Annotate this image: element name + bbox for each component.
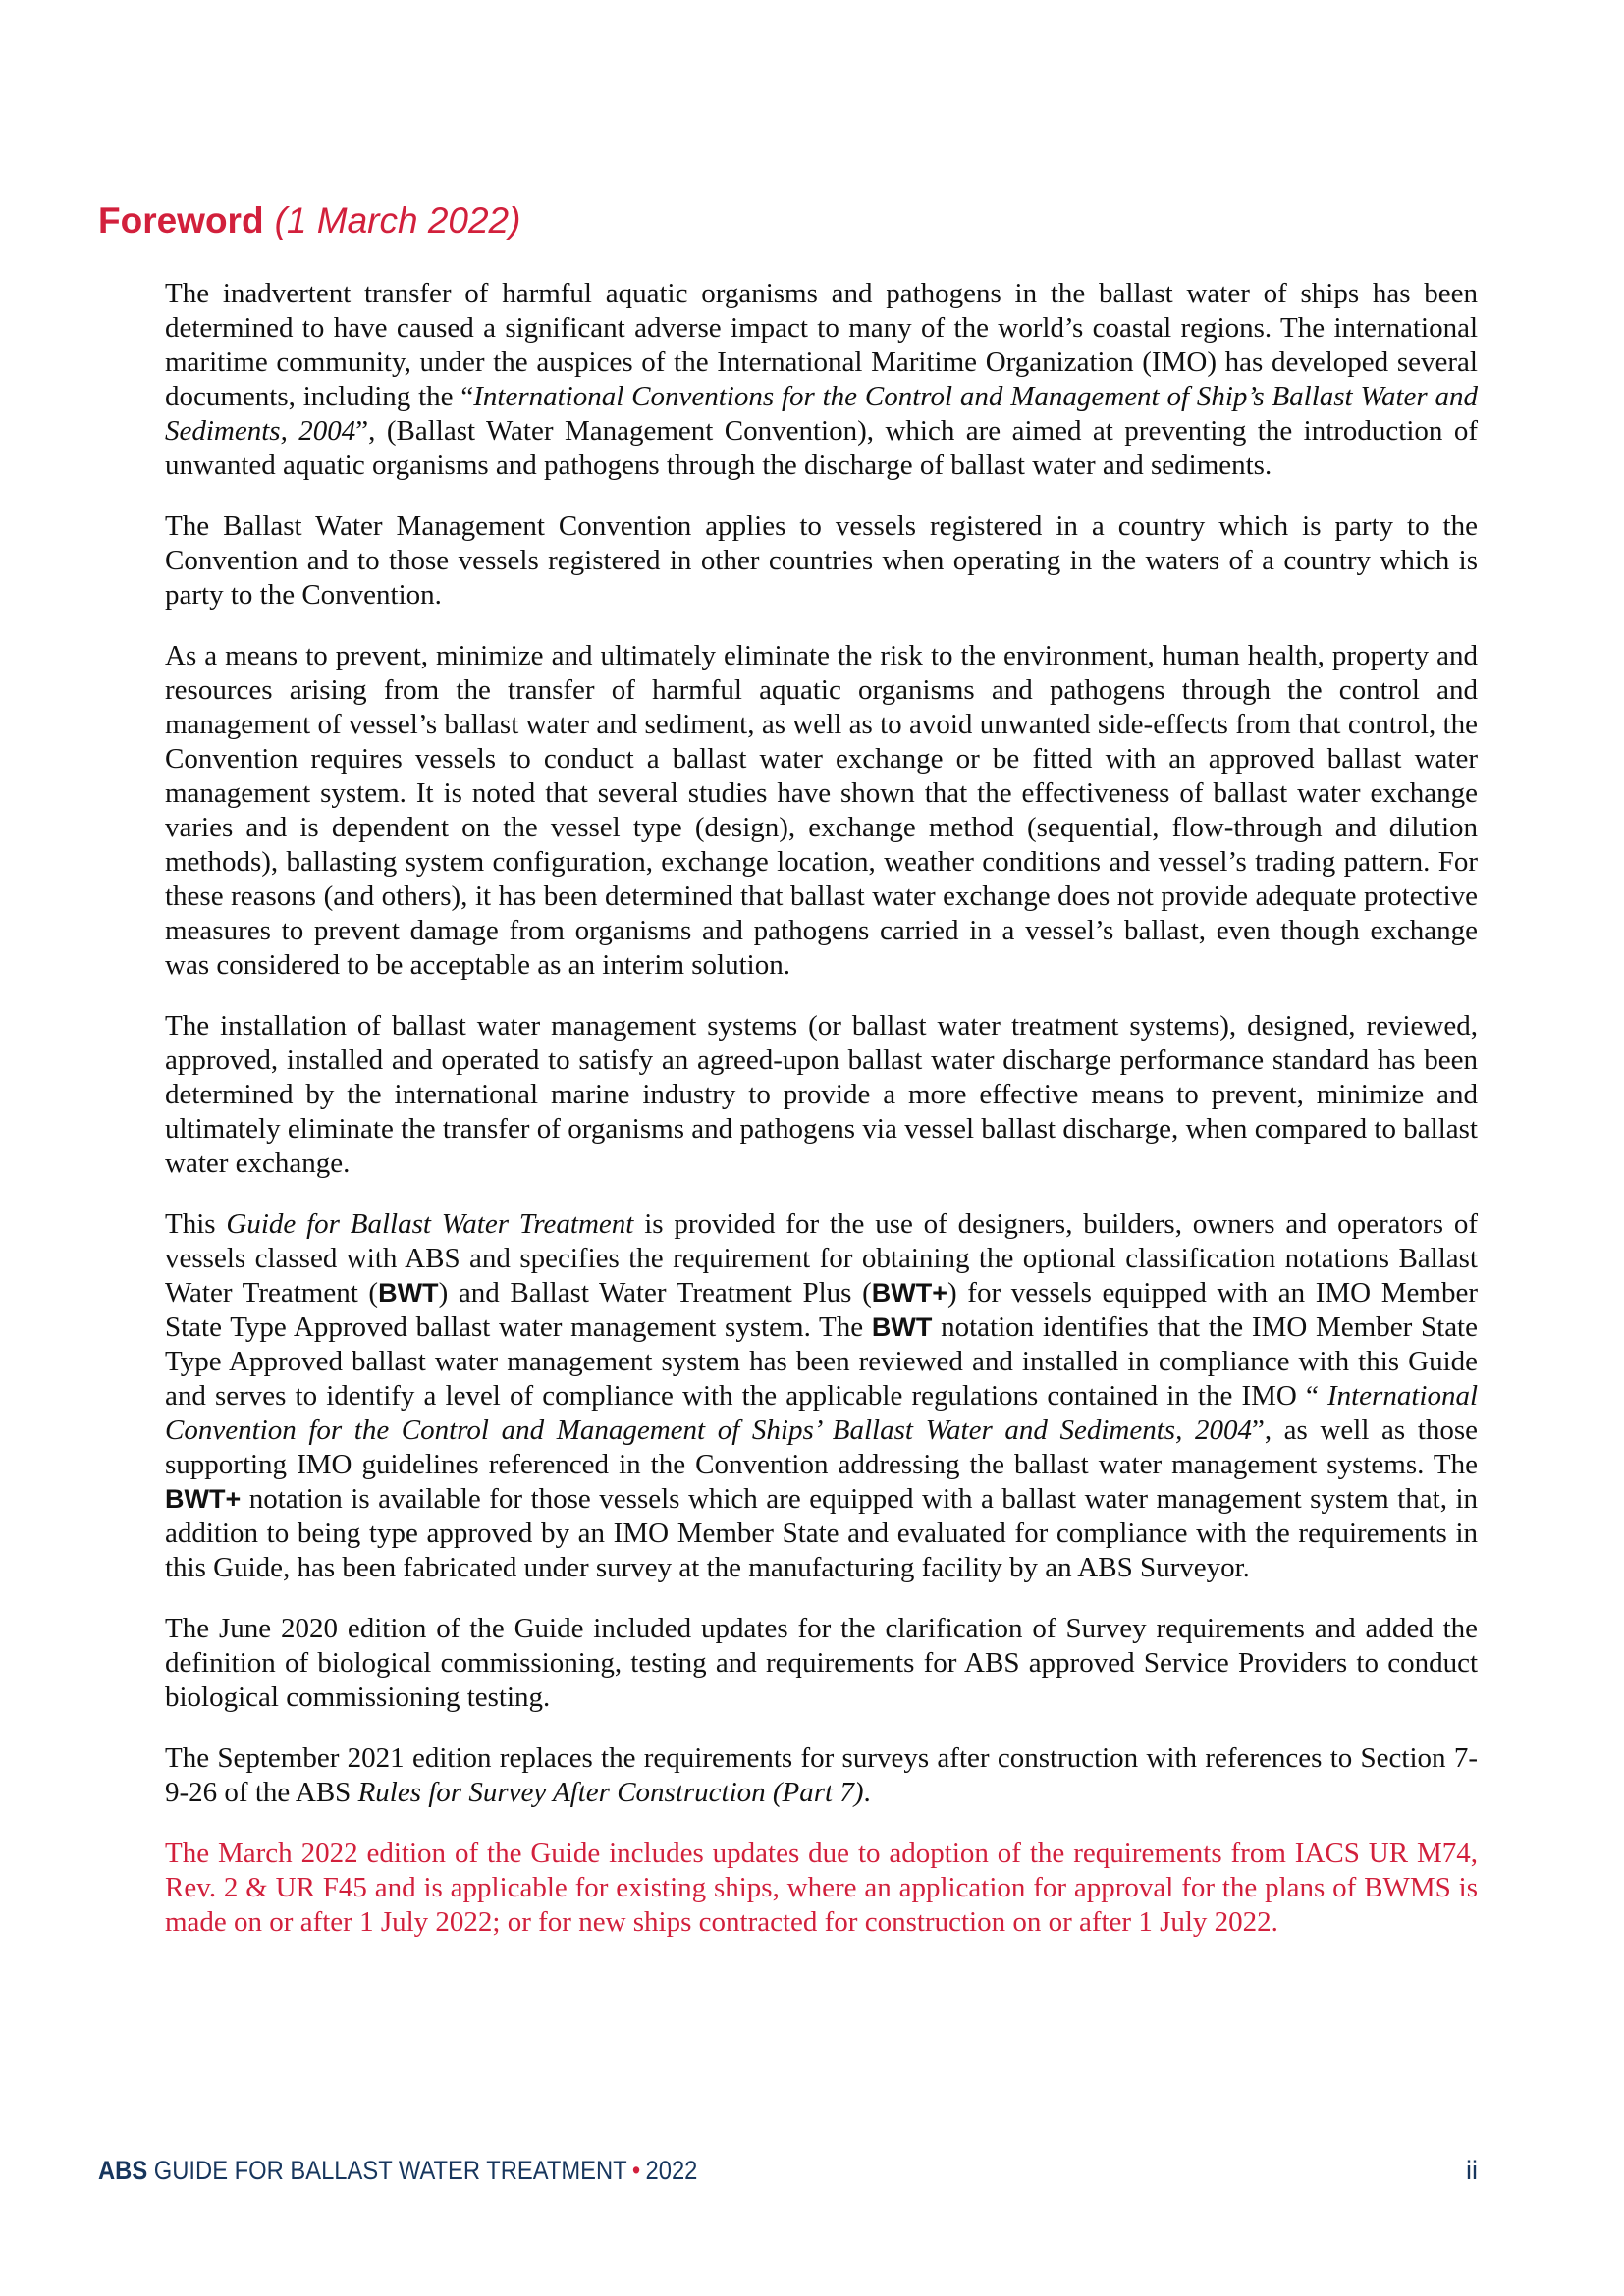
page-number: ii: [1466, 2156, 1478, 2185]
paragraph-text: The September 2021 edition replaces the requirements for surveys after construction with references to Section 7-9-26 of the ABS: [165, 1741, 1478, 1808]
notation-text: BWT+: [871, 1277, 947, 1308]
notation-text: BWT: [378, 1277, 439, 1308]
footer-document-title: [98, 2156, 697, 2186]
footer-brand: ABS: [98, 2156, 148, 2185]
paragraph-text: The inadvertent transfer of harmful aquatic organisms and pathogens in the ballast water of ships has been determined to have caused a significant adverse impact to many of the world’s coastal regions. The international maritime community, under the auspices of the International Maritime Organization (IMO) has developed several documents, including the “: [165, 277, 1478, 412]
italic-reference-text: International Convention for the Control and Management of Ships’ Ballast Water and Sediments, 2004: [165, 1379, 1478, 1446]
paragraph-text: .: [863, 1776, 871, 1808]
foreword-paragraph: [165, 1741, 1478, 1810]
italic-reference-text: Rules for Survey After Construction (Part 7): [357, 1776, 864, 1808]
footer-bullet-icon: •: [631, 2156, 641, 2185]
paragraph-text: The March 2022 edition of the Guide includes updates due to adoption of the requirements from IACS UR M74, Rev. 2 & UR F45 and is applicable for existing ships, where an application for approval for the plans of BWMS is made on or after 1 July 2022; or for new ships contracted for construction on or after 1 July 2022.: [165, 1837, 1478, 1938]
paragraph-text: ) and Ballast Water Treatment Plus (: [438, 1276, 872, 1308]
paragraph-text: ”, as well as those supporting IMO guidelines referenced in the Convention addressing the ballast water management systems. The: [165, 1414, 1478, 1480]
paragraph-text: The June 2020 edition of the Guide included updates for the clarification of Survey requirements and added the definition of biological commissioning, testing and requirements for ABS approved Service Providers to conduct biological commissioning testing.: [165, 1612, 1478, 1713]
foreword-paragraph: [165, 1009, 1478, 1181]
paragraph-text: is provided for the use of designers, builders, owners and operators of vessels classed with ABS and specifies the requirement for obtaining the optional classification notations Ballast Water Treatment (: [165, 1207, 1478, 1308]
notation-text: BWT+: [165, 1483, 242, 1514]
paragraph-text: ) for vessels equipped with an IMO Member State Type Approved ballast water management system. The: [165, 1276, 1478, 1343]
footer-year: 2022: [645, 2156, 698, 2185]
italic-reference-text: International Conventions for the Control and Management of Ship’s Ballast Water and Sediments, 2004: [165, 380, 1478, 447]
notation-text: BWT: [871, 1311, 933, 1342]
page-title-heading: Foreword: [98, 200, 264, 240]
foreword-paragraph: [165, 1207, 1478, 1585]
foreword-paragraph: [165, 277, 1478, 483]
paragraphs: [165, 277, 1478, 1940]
page-title-date: (1 March 2022): [274, 200, 521, 240]
foreword-paragraph: [165, 639, 1478, 983]
foreword-paragraph: [165, 1837, 1478, 1940]
paragraph-text: The Ballast Water Management Convention applies to vessels registered in a country which is party to the Convention and to those vessels registered in other countries when operating in the waters of a country which is party to the Convention.: [165, 509, 1478, 611]
foreword-paragraph: [165, 509, 1478, 613]
italic-reference-text: Guide for Ballast Water Treatment: [226, 1207, 634, 1240]
page-footer: [98, 2156, 1478, 2186]
footer-guide-title: GUIDE FOR BALLAST WATER TREATMENT: [153, 2156, 627, 2185]
paragraph-text: This: [165, 1207, 227, 1240]
paragraph-text: notation identifies that the IMO Member State Type Approved ballast water management system has been reviewed and installed in compliance with this Guide and serves to identify a level of compliance with the applicable regulations contained in the IMO “: [165, 1310, 1478, 1412]
paragraph-text: As a means to prevent, minimize and ultimately eliminate the risk to the environment, human health, property and resources arising from the transfer of harmful aquatic organisms and pathogens through the control and management of vessel’s ballast water and sediment, as well as to avoid unwanted side-effects from that control, the Convention requires vessels to conduct a ballast water exchange or be fitted with an approved ballast water management system. It is noted that several studies have shown that the effectiveness of ballast water exchange varies and is dependent on the vessel type (design), exchange method (sequential, flow-through and dilution methods), ballasting system configuration, exchange location, weather conditions and vessel’s trading pattern. For these reasons (and others), it has been determined that ballast water exchange does not provide adequate protective measures to prevent damage from organisms and pathogens carried in a vessel’s ballast, even though exchange was considered to be acceptable as an interim solution.: [165, 639, 1478, 981]
paragraph-text: The installation of ballast water management systems (or ballast water treatment systems), designed, reviewed, approved, installed and operated to satisfy an agreed-upon ballast water discharge performance standard has been determined by the international marine industry to provide a more effective means to prevent, minimize and ultimately eliminate the transfer of organisms and pathogens via vessel ballast discharge, when compared to ballast water exchange.: [165, 1009, 1478, 1179]
foreword-paragraph: [165, 1612, 1478, 1715]
paragraph-text: notation is available for those vessels which are equipped with a ballast water management system that, in addition to being type approved by an IMO Member State and evaluated for compliance with the requirements in this Guide, has been fabricated under survey at the manufacturing facility by an ABS Surveyor.: [165, 1482, 1478, 1583]
paragraph-text: ”, (Ballast Water Management Convention), which are aimed at preventing the introduction of unwanted aquatic organisms and pathogens through the discharge of ballast water and sediments.: [165, 414, 1479, 481]
page-title: [98, 201, 1478, 241]
